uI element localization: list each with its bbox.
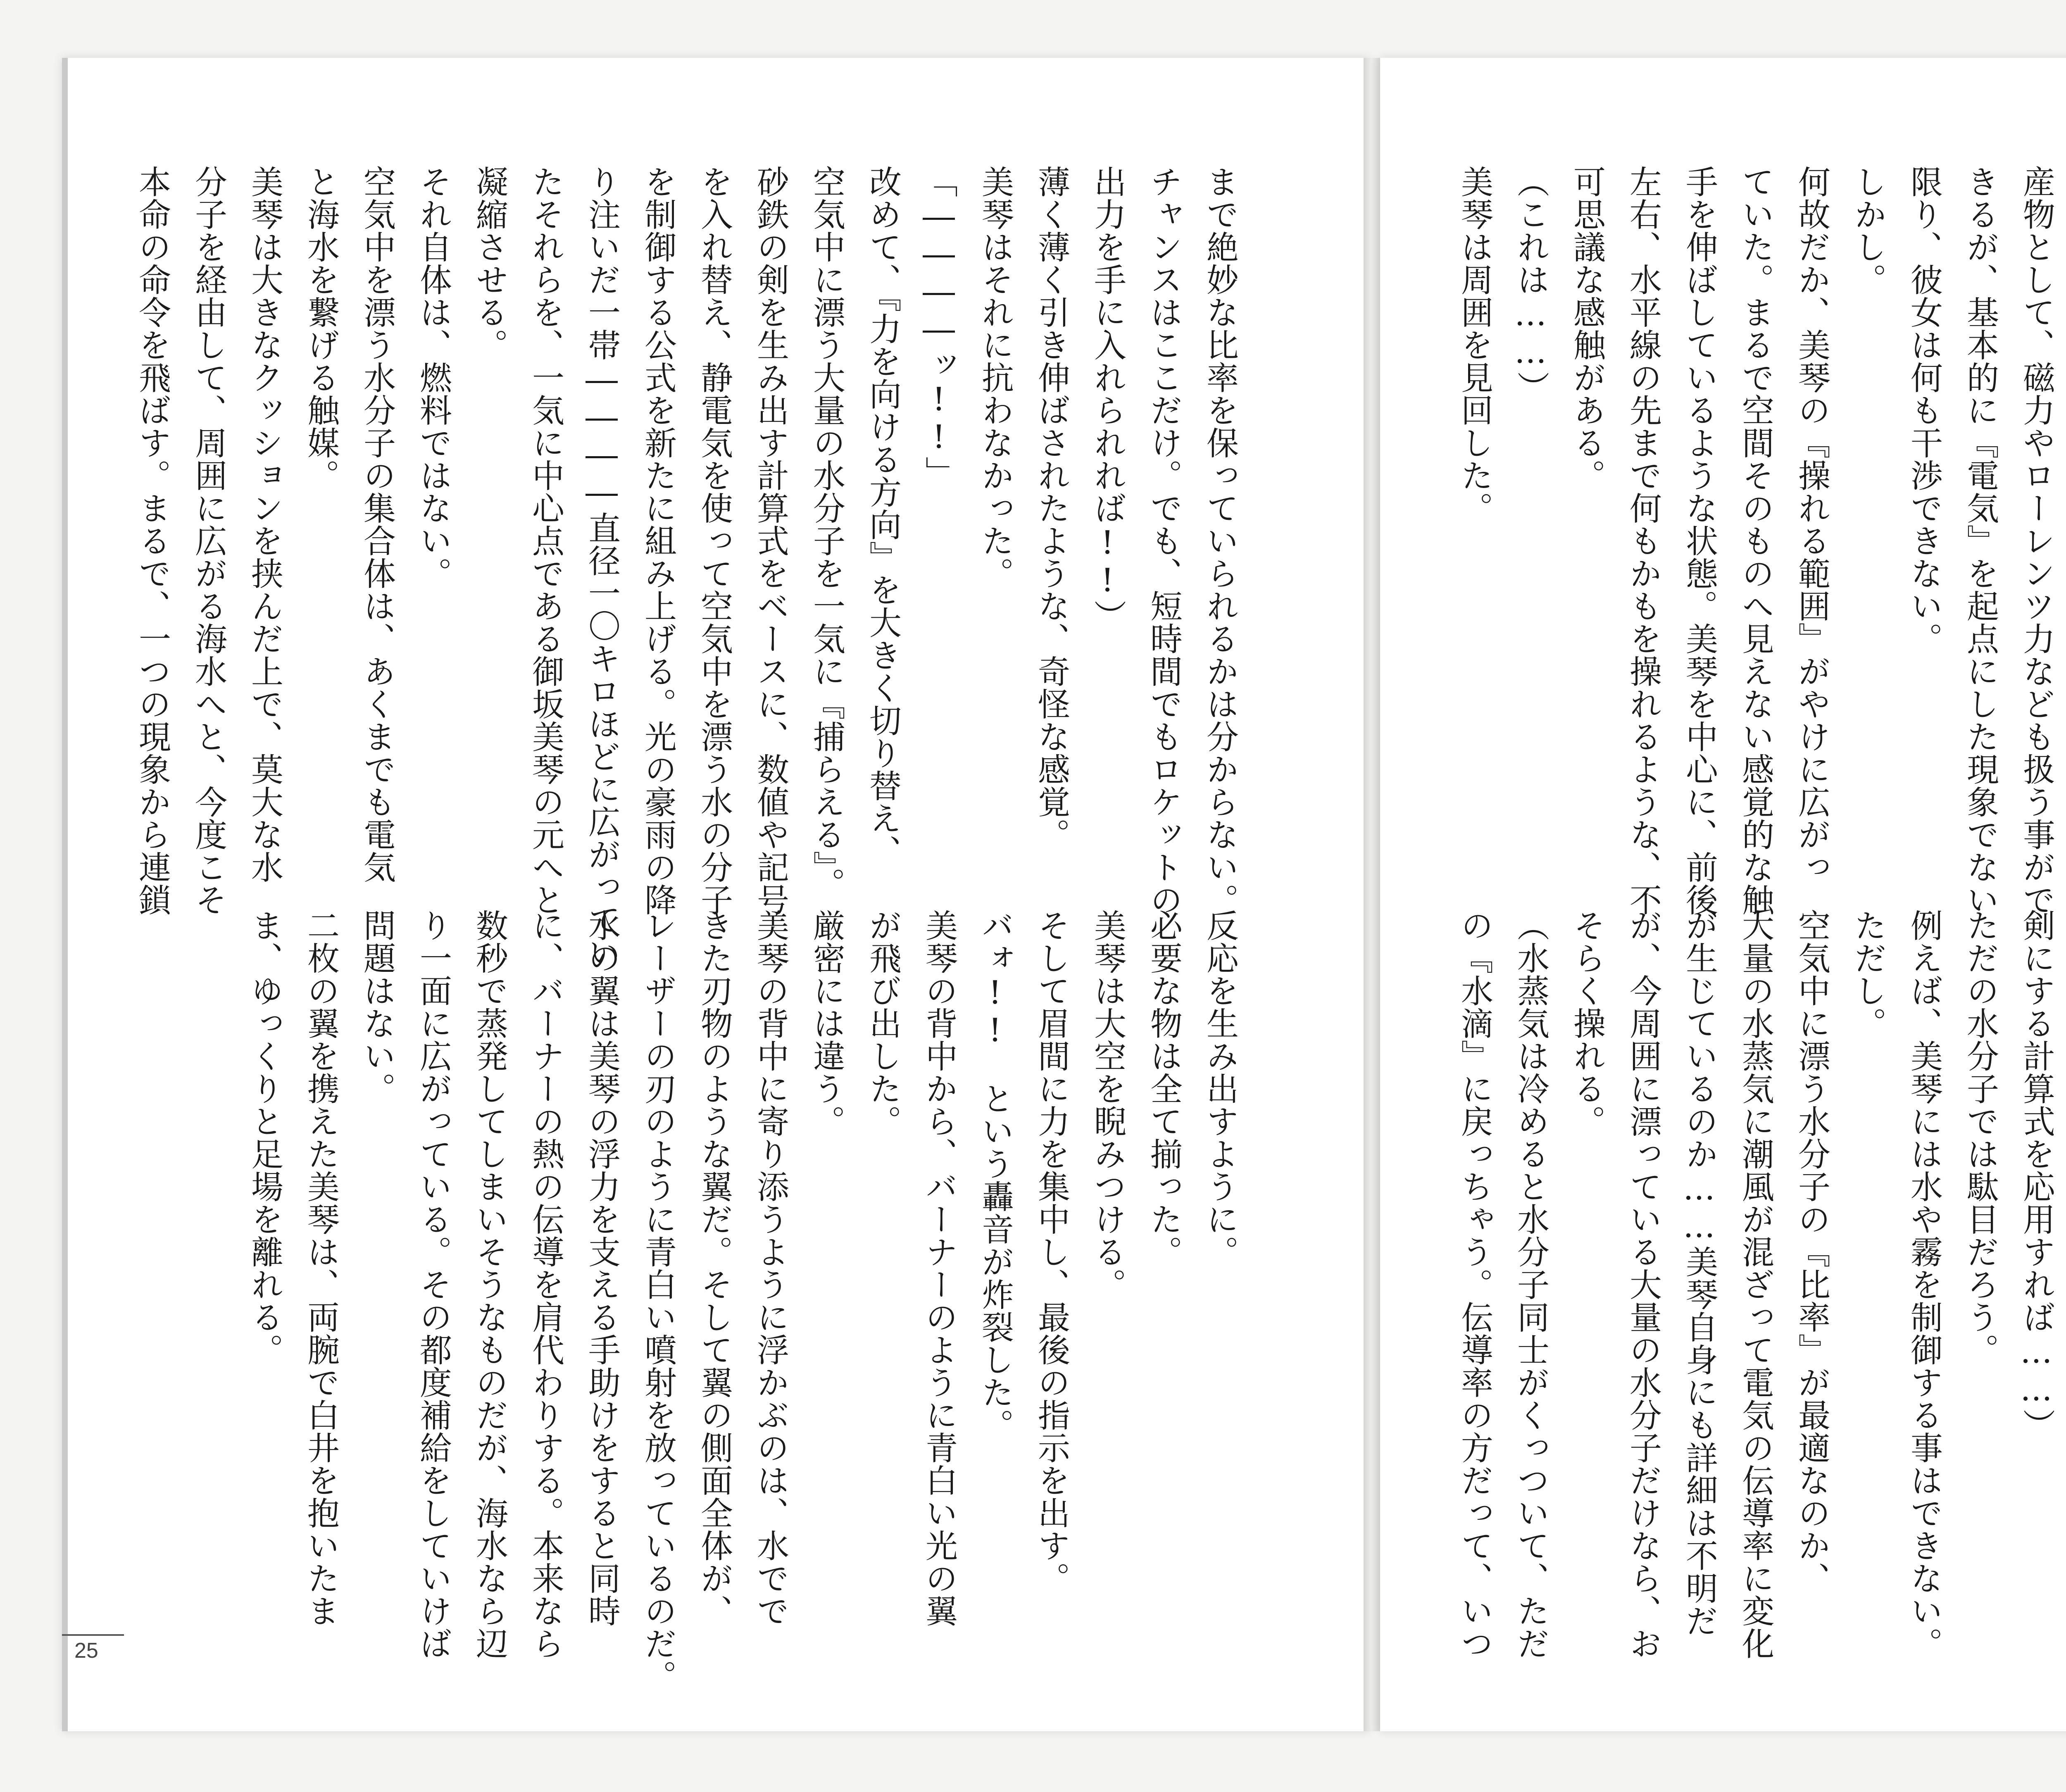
text-line: 空気中を漂う水分子の集合体は、あくまでも電気	[358, 165, 395, 883]
text-line: 可思議な感触がある。	[1568, 165, 1605, 492]
text-line: 左右、水平線の先まで何もかもを操れるような、不	[1624, 165, 1661, 916]
text-line: に、バーナーの熱の伝導を肩代わりする。本来なら	[527, 909, 564, 1660]
text-line: 空気中に漂う水分子の『比率』が最適なのか、	[1793, 909, 1830, 1594]
book-spine	[1364, 58, 1380, 1731]
text-line: ただし。	[1849, 909, 1886, 1040]
text-line: 改めて、『力を向ける方向』を大きく切り替え、	[864, 165, 901, 867]
text-line: 「――――ッ!!」	[920, 165, 957, 489]
text-line: 美琴は大きなクッションを挟んだ上で、莫大な水	[246, 165, 283, 883]
text-line: 美琴の背中から、バーナーのように青白い光の翼	[920, 909, 957, 1627]
text-line: 産物として、磁力やローレンツ力なども扱う事がで	[2018, 165, 2055, 916]
text-line: 凝縮させる。	[471, 165, 508, 361]
text-line: 美琴はそれに抗わなかった。	[976, 165, 1014, 590]
page-number-left: 25	[74, 1639, 98, 1663]
text-line	[2064, 909, 2066, 1644]
text-line: 手を伸ばしているような状態。美琴を中心に、前後	[1680, 165, 1718, 916]
text-line: 空気中に漂う大量の水分子を一気に『捕らえる』。	[808, 165, 845, 900]
text-line: 水の翼は美琴の浮力を支える手助けをすると同時	[583, 909, 620, 1627]
right-page-bottom-column	[1456, 909, 2066, 1660]
text-line	[2064, 165, 2066, 892]
text-line: 出力を手に入れられれば!!）	[1089, 165, 1126, 632]
text-line: 薄く薄く引き伸ばされたような、奇怪な感覚。	[1033, 165, 1070, 851]
text-line: を入れ替え、静電気を使って空気中を漂う水の分子	[695, 165, 733, 916]
text-line: 美琴は大空を睨みつける。	[1089, 909, 1126, 1301]
text-line: （水蒸気は冷めると水分子同士がくっついて、ただ	[1512, 909, 1549, 1660]
text-line: 二枚の翼を携えた美琴は、両腕で白井を抱いたま	[302, 909, 339, 1627]
text-line: レーザーの刃のように青白い噴射を放っているのだ。	[639, 909, 676, 1692]
text-line: たそれらを、一気に中心点である御坂美琴の元へと	[527, 165, 564, 916]
text-line: 剣にする計算式を応用すれば……）	[2018, 909, 2055, 1441]
text-line: 美琴は周囲を見回した。	[1456, 165, 1493, 524]
text-line: きた刃物のような翼だ。そして翼の側面全体が、	[695, 909, 733, 1627]
text-line: が、今周囲に漂っている大量の水分子だけなら、お	[1624, 909, 1661, 1660]
text-line: 数秒で蒸発してしまいそうなものだが、海水なら辺	[471, 909, 508, 1660]
text-line: ま、ゆっくりと足場を離れる。	[246, 909, 283, 1366]
text-line: それ自体は、燃料ではない。	[414, 165, 452, 590]
text-line: ていた。まるで空間そのものへ見えない感覚的な触	[1737, 165, 1774, 916]
text-line: 限り、彼女は何も干渉できない。	[1905, 165, 1942, 655]
text-line: 本命の命令を飛ばす。まるで、一つの現象から連鎖	[133, 165, 171, 916]
text-line: が飛び出した。	[864, 909, 901, 1138]
text-line: チャンスはここだけ。でも、短時間でもロケットの	[1145, 165, 1182, 916]
text-line: 問題はない。	[358, 909, 395, 1105]
folio-rule-left	[62, 1634, 124, 1636]
text-line: 何故だか、美琴の『操れる範囲』がやけに広がっ	[1793, 165, 1830, 883]
text-line: が生じているのか……美琴自身にも詳細は不明だ	[1680, 909, 1718, 1637]
text-line: 例えば、美琴には水や霧を制御する事はできない。	[1905, 909, 1942, 1660]
text-line: 砂鉄の剣を生み出す計算式をベースに、数値や記号	[752, 165, 789, 916]
text-line: そらく操れる。	[1568, 909, 1605, 1138]
text-line: 厳密には違う。	[808, 909, 845, 1138]
text-line: きるが、基本的に『電気』を起点にした現象でない	[1961, 165, 1999, 916]
right-page-top-column	[1456, 165, 2066, 916]
text-line: を制御する公式を新たに組み上げる。光の豪雨の降	[639, 165, 676, 916]
text-line: と海水を繋げる触媒。	[302, 165, 339, 492]
text-line: 分子を経由して、周囲に広がる海水へと、今度こそ	[190, 165, 227, 916]
text-line: ただの水分子では駄目だろう。	[1961, 909, 1999, 1366]
text-line: そして眉間に力を集中し、最後の指示を出す。	[1033, 909, 1070, 1594]
text-line: バォ!! という轟音が炸裂した。	[976, 909, 1014, 1441]
text-line: 大量の水蒸気に潮風が混ざって電気の伝導率に変化	[1737, 909, 1774, 1660]
text-line: （これは……）	[1512, 165, 1549, 404]
text-line: り一面に広がっている。その都度補給をしていけば	[414, 909, 452, 1660]
text-line: り注いだ一帯――――直径一〇キロほどに広がってい	[583, 165, 620, 969]
text-line: しかし。	[1849, 165, 1886, 296]
left-page-top-column	[133, 165, 1248, 969]
text-line: 必要な物は全て揃った。	[1145, 909, 1182, 1268]
text-line: 反応を生み出すように。	[1201, 909, 1238, 1268]
text-line: の『水滴』に戻っちゃう。伝導率の方だって、いつ	[1456, 909, 1493, 1660]
text-line: まで絶妙な比率を保っていられるかは分からない。	[1201, 165, 1238, 916]
text-line: 美琴の背中に寄り添うように浮かぶのは、水でで	[752, 909, 789, 1627]
left-page-bottom-column	[178, 909, 1248, 1692]
